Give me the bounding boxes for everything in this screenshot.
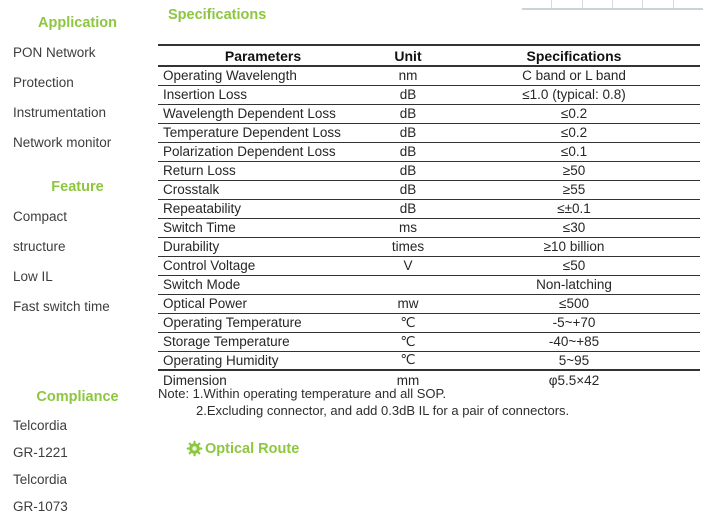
sidebar-item: GR-1221 [13, 445, 68, 460]
spec-cell: ≤1.0 (typical: 0.8) [448, 85, 700, 104]
parameter-cell: Dimension [163, 372, 227, 388]
table-row [158, 256, 700, 275]
unit-cell: mm [396, 372, 420, 388]
spec-cell: ≤30 [448, 218, 700, 237]
unit-cell: dB [368, 142, 448, 161]
table-row [158, 332, 700, 351]
optical-route-heading-row [186, 440, 299, 457]
spec-cell: ≤0.1 [448, 142, 700, 161]
parameter-cell: Repeatability [158, 199, 368, 218]
parameter-cell: Switch Time [158, 218, 368, 237]
parameter-cell: Return Loss [158, 161, 368, 180]
sidebar-section-heading: Compliance [36, 389, 119, 405]
sidebar-section-heading: Feature [51, 179, 104, 195]
table-row [158, 294, 700, 313]
table-row [158, 66, 700, 85]
parameter-cell: Insertion Loss [158, 85, 368, 104]
sidebar-item: Telcordia [13, 418, 68, 433]
table-row [158, 351, 700, 370]
optical-route-heading: Optical Route [205, 440, 300, 457]
sidebar-item: structure [13, 239, 66, 254]
parameter-cell: Optical Power [158, 294, 368, 313]
spec-cell: ≤500 [448, 294, 700, 313]
spec-cell: C band or L band [448, 66, 700, 85]
sidebar-item: Instrumentation [13, 105, 107, 120]
spec-cell: ≤±0.1 [448, 199, 700, 218]
unit-cell: mw [368, 294, 448, 313]
table-header-row [158, 45, 700, 66]
spec-cell: ≥50 [448, 161, 700, 180]
spec-cell: ≥10 billion [448, 237, 700, 256]
parameter-cell: Wavelength Dependent Loss [158, 104, 368, 123]
edge-grid-cell [552, 0, 582, 8]
table-row [158, 104, 700, 123]
edge-grid-cell [643, 0, 673, 8]
sidebar-section-application [0, 8, 158, 158]
table-row [158, 161, 700, 180]
parameter-cell: Switch Mode [158, 275, 368, 294]
unit-cell [368, 275, 448, 294]
table-row [158, 313, 700, 332]
sidebar-item: Low IL [13, 269, 53, 284]
unit-cell: ℃ [368, 332, 448, 351]
parameter-cell: Storage Temperature [158, 332, 368, 351]
specifications-table [158, 44, 700, 389]
unit-cell: dB [368, 104, 448, 123]
column-header-parameters: Parameters [158, 45, 368, 66]
spec-cell: -5~+70 [448, 313, 700, 332]
edge-grid-cell [674, 0, 703, 8]
table-row [158, 180, 700, 199]
unit-cell: ℃ [368, 313, 448, 332]
table-row [158, 142, 700, 161]
unit-cell: dB [368, 123, 448, 142]
sidebar-item: Network monitor [13, 135, 112, 150]
parameter-cell: Temperature Dependent Loss [158, 123, 368, 142]
sidebar-section-compliance [0, 382, 158, 515]
table-row [158, 123, 700, 142]
spec-cell: -40~+85 [448, 332, 700, 351]
table-row [158, 218, 700, 237]
parameter-cell: Operating Wavelength [158, 66, 368, 85]
sidebar-item: GR-1073 [13, 499, 68, 514]
sidebar-section-feature [0, 172, 158, 322]
unit-cell: ℃ [368, 351, 448, 370]
edge-grid-cell [613, 0, 643, 8]
spec-cell: φ5.5×42 [548, 372, 600, 388]
page-edge-grid [522, 0, 703, 10]
sidebar-item: Telcordia [13, 472, 68, 487]
unit-cell: nm [368, 66, 448, 85]
specifications-heading: Specifications [168, 7, 267, 23]
sidebar [0, 0, 158, 515]
spec-cell: 5~95 [448, 351, 700, 370]
spec-cell: ≤0.2 [448, 123, 700, 142]
unit-cell: times [368, 237, 448, 256]
unit-cell: ms [368, 218, 448, 237]
column-header-specifications: Specifications [448, 45, 700, 66]
column-header-unit: Unit [368, 45, 448, 66]
table-row [158, 275, 700, 294]
parameter-cell: Durability [158, 237, 368, 256]
parameter-cell: Polarization Dependent Loss [158, 142, 368, 161]
parameter-cell: Control Voltage [158, 256, 368, 275]
unit-cell: dB [368, 199, 448, 218]
spec-cell: ≤50 [448, 256, 700, 275]
table-row [158, 85, 700, 104]
specifications-table-body [158, 66, 700, 389]
sidebar-item: Fast switch time [13, 299, 110, 314]
spec-cell: Non-latching [448, 275, 700, 294]
sidebar-item: Protection [13, 75, 74, 90]
table-row [158, 199, 700, 218]
note-line-1: Note: 1.Within operating temperature and all SOP. [158, 386, 447, 401]
notes [158, 386, 569, 419]
sidebar-item: PON Network [13, 45, 96, 60]
parameter-cell: Crosstalk [158, 180, 368, 199]
unit-cell: V [368, 256, 448, 275]
gear-icon [186, 440, 203, 457]
edge-grid-cell [583, 0, 613, 8]
spec-cell: ≥55 [448, 180, 700, 199]
unit-cell: dB [368, 180, 448, 199]
sidebar-item: Compact [13, 209, 68, 224]
parameter-cell: Operating Humidity [158, 351, 368, 370]
note-line-2: 2.Excluding connector, and add 0.3dB IL for a pair of connectors. [196, 402, 570, 418]
unit-cell: dB [368, 85, 448, 104]
unit-cell: dB [368, 161, 448, 180]
parameter-cell: Operating Temperature [158, 313, 368, 332]
sidebar-section-heading: Application [38, 15, 117, 31]
edge-grid-cell [522, 0, 552, 8]
spec-cell: ≤0.2 [448, 104, 700, 123]
table-row [158, 237, 700, 256]
